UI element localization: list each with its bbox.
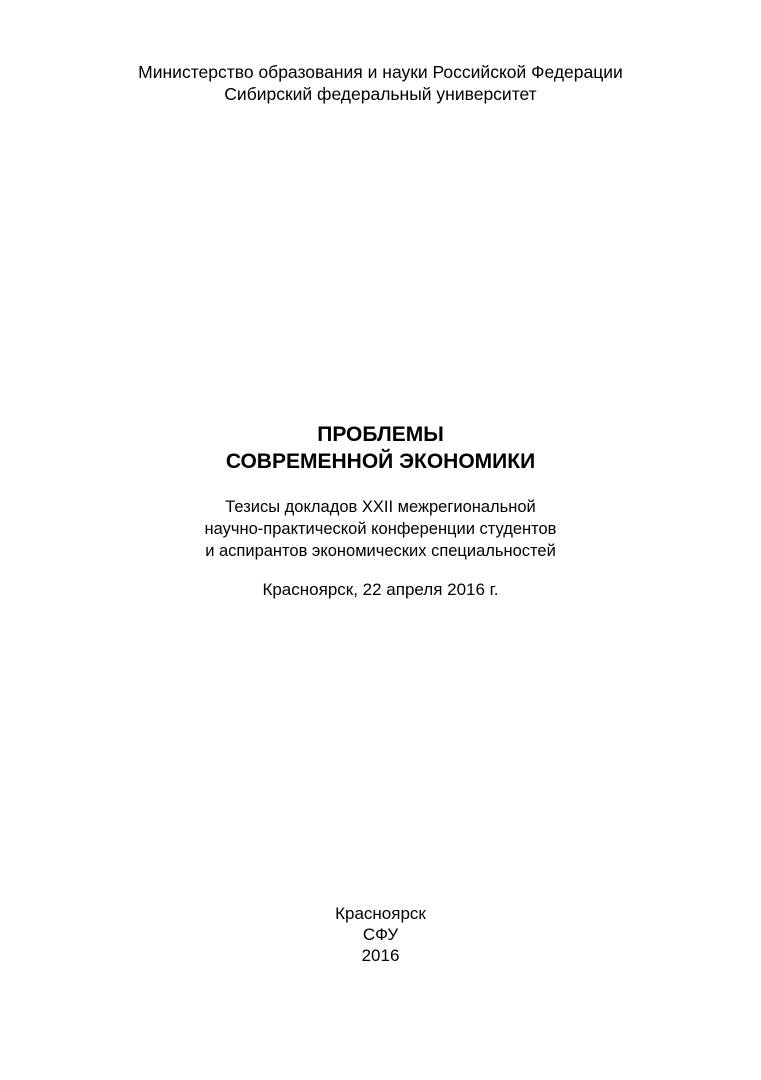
subtitle-line-1: Тезисы докладов XXII межрегиональной bbox=[225, 498, 536, 516]
university-name: Сибирский федеральный университет bbox=[224, 84, 537, 104]
title-line-2: СОВРЕМЕННОЙ ЭКОНОМИКИ bbox=[225, 450, 536, 473]
imprint-city: Красноярск bbox=[335, 904, 426, 923]
title-line-1: ПРОБЛЕМЫ bbox=[317, 423, 444, 446]
imprint-year: 2016 bbox=[361, 946, 400, 965]
subtitle-line-2: научно-практической конференции студентов bbox=[204, 520, 557, 538]
subtitle-line-3: и аспирантов экономических специальностей bbox=[205, 542, 556, 560]
imprint-publisher: СФУ bbox=[362, 925, 399, 944]
ministry-name: Министерство образования и науки Российской Федерации bbox=[138, 62, 623, 82]
conference-place-date: Красноярск, 22 апреля 2016 г. bbox=[262, 580, 499, 599]
